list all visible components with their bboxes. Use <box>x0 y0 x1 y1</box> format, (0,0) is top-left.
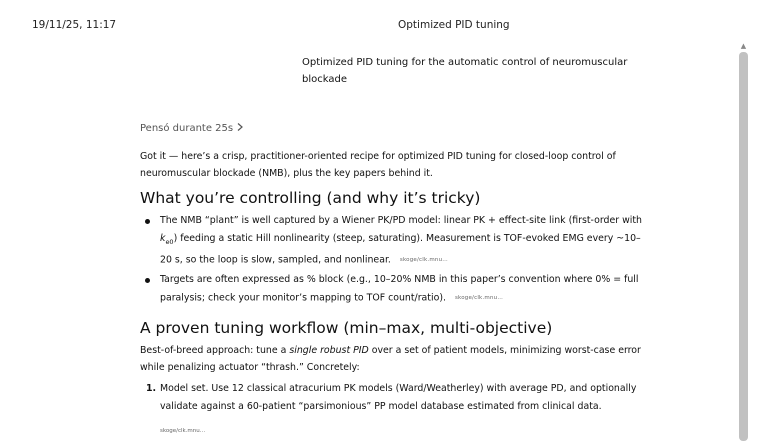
thought-label: Pensó durante 25s <box>140 123 234 134</box>
tuning-intro-paragraph <box>140 342 650 376</box>
vertical-scrollbar[interactable] <box>739 42 748 441</box>
scroll-up-arrow-icon[interactable]: ▲ <box>740 42 747 50</box>
tuning-intro-b: over a set of patient models, minimizing worst-case error while penalizing actuator “thrash.” Concretely: <box>140 345 641 373</box>
answer-intro <box>140 148 648 182</box>
print-header-title: Optimized PID tuning <box>398 19 510 31</box>
citation-link[interactable]: skoge/clk.mnu… <box>454 295 504 302</box>
ke0-sub: e0 <box>165 237 174 246</box>
intro-paragraph: Got it — here’s a crisp, practitioner-oriented recipe for optimized PID tuning for closed-loop control of neuromuscular blockade (NMB), plus the key papers behind it. <box>140 151 616 179</box>
tuning-intro <box>140 342 650 376</box>
chevron-right-icon <box>237 123 243 134</box>
step1-text: Model set. Use 12 classical atracurium PK models (Ward/Weatherley) with average PD, and optionally validate against a 60-patient “parsimonious” PP model database estimated from clinical data. <box>160 383 637 412</box>
citation-link[interactable]: skoge/clk.mnu… <box>160 428 206 434</box>
list-item <box>140 271 650 308</box>
user-message-bubble: Optimized PID tuning for the automatic control of neuromuscular blockade <box>302 57 628 85</box>
bullet1-text-a: The NMB “plant” is well captured by a Wiener PK/PD model: linear PK + effect-site link (first-order with <box>160 215 642 226</box>
bullet2-text: Targets are often expressed as % block (e.g., 10–20% NMB in this paper’s convention where 0% = full paralysis; check your monitor’s mapping to TOF count/ratio). <box>160 274 639 304</box>
citation-link[interactable]: skoge/clk.mnu… <box>399 256 448 263</box>
ke0-symbol <box>160 233 174 244</box>
bullet1-text-b: ) feeding a static Hill nonlinearity (steep, saturating). Measurement is TOF-evoked EMG every ~10–20 s, so the loop is slow, sampled, and nonlinear. <box>160 233 641 266</box>
thought-toggle[interactable] <box>140 123 243 134</box>
print-header-datetime: 19/11/25, 11:17 <box>32 19 117 31</box>
tuning-steps-list <box>140 380 650 440</box>
step-number: 1. <box>146 383 157 394</box>
scrollbar-thumb[interactable] <box>739 52 748 441</box>
section-heading-controlling: What you’re controlling (and why it’s tricky) <box>140 189 481 207</box>
control-bullets-list <box>140 212 650 310</box>
ke0-k: k <box>160 233 166 244</box>
section-heading-tuning-workflow: A proven tuning workflow (min–max, multi-objective) <box>140 319 553 337</box>
tuning-intro-a: Best-of-breed approach: tune a <box>140 345 290 356</box>
list-item <box>140 212 650 269</box>
list-item <box>140 380 650 440</box>
tuning-intro-em: single robust PID <box>289 345 369 356</box>
